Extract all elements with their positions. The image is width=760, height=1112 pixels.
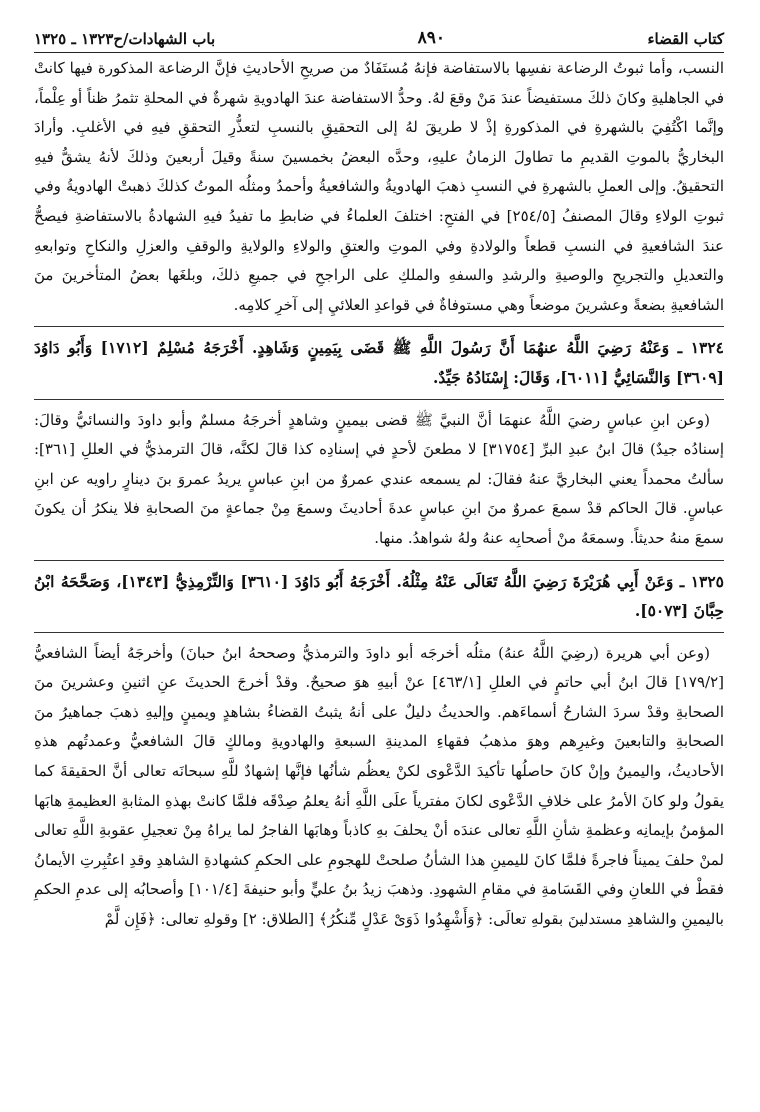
running-header — [34, 18, 724, 53]
paragraph-commentary-1325: (وعن أبي هريرة (رضِيَ اللَّهُ عنهُ) مثلُه أخرجَه أبو داودَ والترمذيُّ وصححهُ ابنُ حبانَ) وأخرجَهُ أيضاً الشافعيُّ [١٧٩/٢] قالَ ابنُ أبي حاتمٍ في العللِ [٤٦٣/١] عنْ أبيهِ هوَ صحيحٌ. وقدْ أخرجَ الحديثَ عنِ اثنينِ وعشرينَ منَ الصحابةِ وقدْ سردَ الشارحُ أسماءَهم. والحديثُ دليلٌ على أنهُ يثبتُ القضاءُ بشاهدٍ ويمينٍ وإليهِ ذهبَ جماهيرُ منَ الصحابةِ والتابعينَ وغيرِهم وهوَ مذهبُ فقهاءِ المدينةِ السبعةِ والهادويةِ ومالكٍ قالَ الشافعيُّ وعمدتُهم هذهِ الأحاديثُ، واليمينُ وإنْ كانَ حاصلُها تأكيدَ الدَّعْوى لكنْ يعظُم شأنُها فإنَّها إشهادٌ للَّهِ سبحانَه تعالى أنَّ الحقيقةَ كما يقولُ ولو كانَ الأمرُ على خلافِ الدَّعْوى لكانَ مفترياً علَى اللَّهِ أنهُ يعلمُ صِدْقَه فلمَّا كانتْ بهذهِ المثابةِ العظيمةِ هابَها المؤمنُ بإيمانِه وعظمةِ شأنِ اللَّهِ تعالى عندَه أنْ يحلفَ بهِ كاذباً وهابَها الفاجرُ لما يراهُ مِنْ تعجيلِ عقوبةِ اللَّهِ تعالى لمنْ حلفَ يميناً فاجرةً فلمَّا كانَ لليمينِ هذا الشأنُ صلحتْ للهجومِ على الحكمِ كشهادةِ الشاهدِ وقدِ اعتُبِرتِ الأيمانُ فقطْ في اللعانِ وفي القَسَامةِ في مقامِ الشهودِ. وذهبَ زيدُ بنُ عليٍّ وأبو حنيفةَ [١٠١/٤] وأصحابُه إلى عدمِ الحكمِ باليمينِ والشاهدِ مستدلينَ بقولهِ تعالَى: ﴿وَأَشْهِدُوا ذَوَىْ عَدْلٍ مِّنكُرُ﴾ [الطلاق: ٢] وقولهِ تعالى: ﴿فَإِن لَّمْ — [34, 643, 724, 929]
hadith-1325: ١٣٢٥ ـ وَعَنْ أَبِي هُرَيْرَةَ رَضِيَ اللَّهُ تَعَالَى عَنْهُ مِثْلُهُ. أَخْرَجَهُ أَبُو دَاوُدَ [٣٦١٠] وَالتِّرْمِذِيُّ [١٣٤٣]، وَصَحَّحَهُ ابْنُ حِبَّانَ [٥٠٧٣]. — [34, 571, 725, 621]
section-divider — [34, 560, 724, 561]
section-divider — [34, 632, 724, 633]
section-divider — [34, 326, 724, 327]
hadith-1324: ١٣٢٤ ـ وَعَنْهُ رَضِيَ اللَّهُ عنهُمَا أَنَّ رَسُولَ اللَّهِ ﷺ قَضَى بِيَمِينٍ وَشَاهِدٍ. أَخْرَجَهُ مُسْلِمٌ [١٧١٢] وَأَبُو دَاوُدَ [٣٦٠٩] وَالنَّسَائِيُّ [٦٠١١]، وَقَالَ: إِسْنَادُهُ جَيِّدٌ. — [34, 338, 724, 387]
section-divider — [34, 399, 724, 400]
paragraph-commentary-1: النسب، وأما ثبوتُ الرضاعة نفسِها بالاستفاضة فإنهُ مُستَفَادٌ من صريحِ الأحاديثِ فإنَّ الرضاعة المذكورة فيها كانتْ في الجاهليةِ وكانَ ذلكَ مستفيضاً عندَ مَنْ وقعَ لهُ. وحدُّ الاستفاضة عندَ الهادويةِ شهرةٌ في المحلةِ تثمرُ ظناً أو عِلْماً، وإنَّما اكْتُفِيَ بالشهرةِ في المذكورةِ إذْ لا طريقَ لهُ إلى التحقيقِ بالنسبِ لتعذُّرِ التحققِ فيهِ في الأغلبِ. وأرادَ البخاريُّ بالموتِ القديمِ ما تطاولَ الزمانُ عليهِ، وحدَّه البعضُ بخمسينَ سنةً وقيلَ أربعينَ وذلكَ لأنهُ يشقُّ فيهِ التحقيقُ. وإلى العملِ بالشهرةِ في النسبِ ذهبَ الهادويةُ والشافعيةُ وأحمدُ ومثلُه الموتُ كذلكَ ذهبتْ الهادويةُ وفي ثبوتِ الولاءِ وقالَ المصنفُ [٢٥٤/٥] في الفتحِ: اختلفَ العلماءُ في ضابطِ ما تفيدُ فيهِ الشهادةُ بالاستفاضةِ فيصحُّ عندَ الشافعيةِ في النسبِ قطعاً والولادةِ وفي الموتِ والعتقِ والولاءِ والولايةِ والوقفِ والعزلِ والنكاحِ وتوابعهِ والتعديلِ والتجريحِ والوصيةِ والرشدِ والسفهِ والملكِ على الراجحِ في جميعِ ذلكَ، وبلغَها بعضُ المتأخرينَ منَ الشافعيةِ بضعةً وعشرينَ موضعاً وهي مستوفاةٌ في قواعدِ العلائيِ إلى آخرِ كلامِه. — [34, 59, 724, 314]
header-book-title: كتاب القضاء — [647, 30, 724, 48]
page-number: ٨٩٠ — [417, 28, 445, 48]
header-chapter: باب الشهادات/ح١٣٢٣ ـ ١٣٢٥ — [34, 30, 216, 48]
paragraph-commentary-1324: (وعن ابنِ عباسٍ رضيَ اللَّهُ عنهمَا أنَّ النبيَّ ﷺ قضى بيمينٍ وشاهدٍ أخرجَهُ مسلمٌ وأبو داودَ والنسائيُّ وقالَ: إسنادُه جيدٌ) قالَ ابنُ عبدِ البرِّ [٣١٧٥٤] لا مطعنَ لأحدٍ في إسنادِه كذا قالَ لكنَّه، قالَ الترمذيُّ في العللِ [٣٦١]: سألتُ محمداً يعني البخاريَّ عنهُ فقالَ: لم يسمعه عندي عمروٌ من ابنِ عباسٍ يريدُ عمروَ بنَ دينارٍ راويه عن ابنِ عباسٍ. قالَ الحاكم قدْ سمعَ عمروٌ منَ ابنِ عباسٍ عدةَ أحاديثَ وسمعَ مِنْ جماعةٍ منَ الصحابةِ فلا ينكرُ أن يكونَ سمعَ منهُ حديثاً. وسمعَهُ منْ أصحابِه عنهُ ولهُ شواهدُ. منها. — [34, 410, 724, 547]
